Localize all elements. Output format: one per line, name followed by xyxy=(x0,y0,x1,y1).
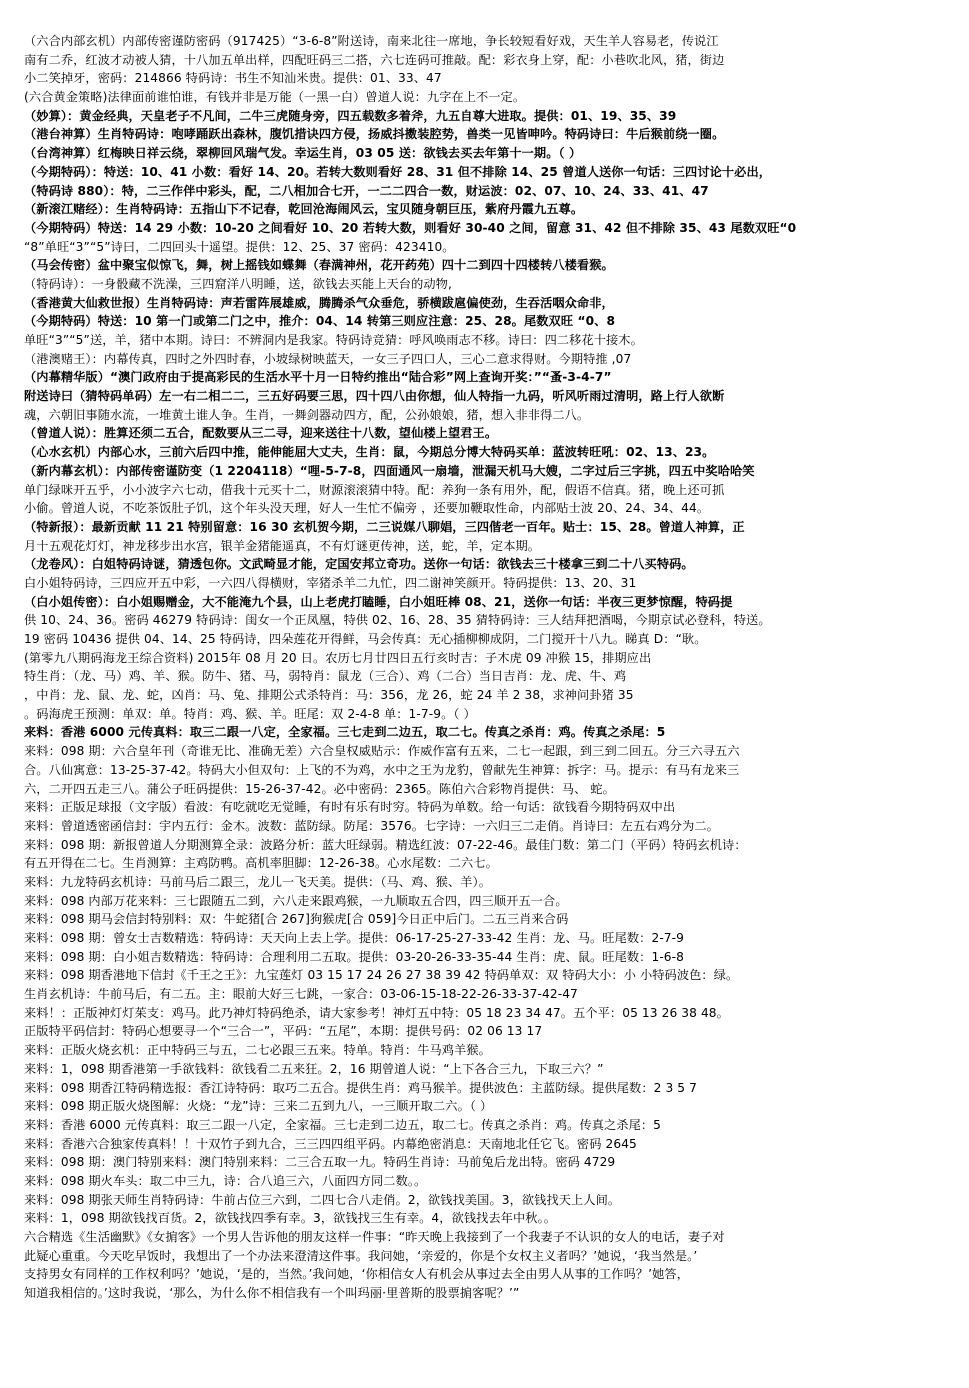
text-line: (第零九八期码海龙王综合资料) 2015年 08 月 20 日。农历七月廿四日五行亥时吉：子木虎 09 冲猴 15，排期应出 xyxy=(24,650,652,665)
text-line: 有五开得在二七。生肖测算：主鸡防鸭。高机率胆脚：12-26-38。心水尾数：二六七。 xyxy=(24,856,498,871)
text-line: 来料：098 期马会信封特别料：双：牛蛇猪[合 267]狗猴虎[合 059]今日正中后门。二五三肖来合码 xyxy=(24,912,569,927)
text-line: （台湾神算）红梅映日祥云绕，翠柳回风瑞气发。幸运生肖，03 05 送：欲钱去买去年第十一期。（ ） xyxy=(24,146,582,161)
text-line: ，中肖：龙、鼠、龙、蛇，凶肖：马、兔、排期公式杀特肖：马：356，龙 26，蛇 24 羊 2 38，求神问卦猪 35 xyxy=(24,688,634,703)
text-line: (六合黄金策略)法律面前谁怕谁，有钱并非是万能（一黑一白）曾道人说：九字在上不一定。 xyxy=(24,90,526,105)
text-line: （特码诗 880）：特，二三作伴中彩头，配，二八相加合七开，一二二四合一数，财运波：02、07、10、24、33、41、47 xyxy=(24,183,709,198)
text-line: 六，二开四五走三八。蒲公子旺码提供：15-26-37-42。必中密码：2365。陈伯六合彩物肖提供：马、 蛇。 xyxy=(24,781,615,796)
text-line: 小偷。曾道人说，不吃茶饭肚子饥，这个年头没天理，好人一生忙不偏旁 ，还要加鞭取性命，内部贴士波 20、24、34、44。 xyxy=(24,501,710,516)
text-line: 来料：098 期：澳门特别来料：澳门特别来料：二三合五取一九。特码生肖诗：马前兔后龙出特。密码 4729 xyxy=(24,1155,616,1170)
text-line: 来料：1，098 期欲钱找百货。2，欲钱找四季有幸。3，欲钱找三生有幸。4，欲钱找去年中秋。。 xyxy=(24,1211,557,1226)
text-line: 来料：曾道透密函信封：宇内五行：金木。波数：蓝防绿。防尾：3576。七字诗：一六归三二走俏。肖诗曰：左五右鸡分为二。 xyxy=(24,818,719,833)
text-line: （心水玄机）内部心水，三前六后四中推，能伸能屈大丈夫，生肖：鼠，今期总分博大特码买单：蓝波转旺吼：02、13、23。 xyxy=(24,445,715,460)
text-line: 白小姐特码诗，三四应开五中彩，一六四八得横财，宰猪杀羊二九忙，四二谢神笑颜开。特码提供：13、20、31 xyxy=(24,575,637,590)
text-line: 来料：香港六合独家传真料！！十双竹子到九合，三三四四组平码。内幕绝密消息：天南地北任它飞。密码 2645 xyxy=(24,1136,637,1151)
text-line: （港澳赌王）：内幕传真，四时之外四时春，小坡绿树映蓝天，一女三子四口人，三心二意求得财。今期特推 ,07 xyxy=(24,351,632,366)
text-line: 支持男女有同样的工作权利吗？’她说，‘是的，当然。’我问她，‘你相信女人有机会从事过去全由男人从事的工作吗？’她答， xyxy=(24,1267,690,1282)
text-line: （今期特码）特送：10 第一门或第二门之中，推介：04、14 转第三则应注意：25、28。尾数双旺 “0、8 xyxy=(24,314,616,329)
text-line: 单门绿咪开五乎，小小波字六七动，借我十元买十二，财源滚滚猜中特。配：养狗一条有用外，配，假语不信真。猪，晚上还可抓 xyxy=(24,482,725,497)
text-line: 正版特平码信封：特码心想要寻一个“三合一”，平码：“五尾”，本期：提供号码：02 06 13 17 xyxy=(24,1024,543,1039)
text-line: （曾道人说）：胜算还须二五合，配数要从三二寻，迎来送往十八数，望仙楼上望君王。 xyxy=(24,426,498,441)
text-line: 来料：098 期：曾女士吉数精选：特码诗：天天向上去上学。提供：06-17-25-27-33-42 生肖：龙、马。旺尾数：2-7-9 xyxy=(24,931,685,945)
text-line: （妙算）：黄金经典，天皇老子不凡间，二牛三虎随身旁，四五载数多着斧，九五自尊大进取。提供：01、19、35、39 xyxy=(24,108,677,123)
text-line: 来料：九龙特码玄机诗：马前马后二跟三，龙儿一飞天美。提供：（马、鸡、猴、羊）。 xyxy=(24,874,492,889)
text-line: 来料：098 内部万花来料：三七跟随五二到，六八走来跟鸡猴，一九顺取五合四，四三顺开五一合。 xyxy=(24,893,568,908)
text-line: （特码诗）：一身骰藏不洗澡，三四窟洋八明睡，送，欲钱去买能上天台的动物, xyxy=(24,276,452,291)
text-line: 特生肖：（龙、马）鸡、羊、猴。防牛、猪、马，弱特肖：鼠龙（三合）、鸡（二合）当日吉肖：龙、虎、牛、鸡 xyxy=(24,669,627,684)
text-line: 来料：098 期：六合皇年刊（奇谁无比、准确无差）六合皇权威贴示：作威作富有五来，二七一起跟，到三到二回五。分三六寻五六 xyxy=(24,744,740,759)
text-line: 南有二乔，红波才动被人猜，十八加五单出样，四配旺码三二搭，六七连码可推敲。配：彩衣身上穿，配：小巷吹北风，猪，街边 xyxy=(24,52,725,67)
text-line: （今期特码）特送：14 29 小数：10-20 之间看好 10、20 若转大数，则看好 30-40 之间，留意 31、42 但不排除 35、43 尾数双旺“0 xyxy=(24,220,797,235)
text-line: （新内幕玄机）：内部传密谨防变（1 2204118）“哩-5-7-8，四面通风一扇墙，泄漏天机马大嫂，二字过后三字挑，四五中奖哈哈笑 xyxy=(24,463,755,478)
text-line: 知道我相信的。’这时我说，‘那么，为什么你不相信我有一个叫玛丽·里普斯的股票掮客呢？’” xyxy=(24,1286,520,1301)
text-line: 来料：1，098 期香港第一手欲钱料：欲钱看二五来狂。2，16 期曾道人说：“上下各合三九，下取三六？” xyxy=(24,1061,604,1076)
text-line: 来料：正版火烧玄机：正中特码三与五，二七必跟三五来。特单。特肖：牛马鸡羊猴。 xyxy=(24,1043,491,1058)
text-line: （六合内部玄机）内部传密谨防密码（917425）“3-6-8”附送诗，南来北往一席地，争长较短看好戏，天生羊人容易老，传说江 xyxy=(24,34,719,48)
text-line: 来料！：正版神灯灯茱支：鸡马。此乃神灯特码绝杀，请大家参考！神灯五中特：05 18 23 34 47。五个平：05 13 26 38 48。 xyxy=(24,1005,729,1020)
text-line: 来料：098 期火车头：取二中三九，诗：合八追三六，八面四方同二数。。 xyxy=(24,1173,427,1188)
text-line: 来料：098 期正版火烧图解：火烧：“龙”诗：三来二五到九八，一三顺开取二六。（ ） xyxy=(24,1099,493,1114)
text-line: “8”单旺“3”“5”诗曰，二四回头十遥望。提供：12、25、37 密码：423410。 xyxy=(24,239,455,254)
text-line: （今期特码）：特送：10、41 小数：看好 14、20。若转大数则看好 28、31 但不排除 14、25 曾道人送你一句话：三四讨论十必出， xyxy=(24,164,772,179)
text-line: （马会传密）盆中聚宝似惊飞，舞，树上摇钱如蝶舞（春满神州，花开药苑）四十二到四十四楼转八楼看猴。 xyxy=(24,258,614,273)
text-line: 来料：正版足球报（文字版）看波：有吃就吃无觉睡，有时有乐有时穷。特码为单数。给一句话：欲钱看今期特码双中出 xyxy=(24,800,676,815)
text-line: 此疑心重重。今天吃早饭时，我想出了一个办法来澄清这件事。我问她，‘亲爱的，你是个女权主义者吗？’她说，‘我当然是。’ xyxy=(24,1248,698,1263)
text-line: 。码海虎王预测：单双：单。特肖：鸡、猴、羊。旺尾：双 2-4-8 单：1-7-9。（ ） xyxy=(24,706,476,721)
text-line: 来料：098 期：白小姐吉数精选：特码诗：合理利用二五取。提供：03-20-26-33-35-44 生肖：虎、鼠。旺尾数：1-6-8 xyxy=(24,949,685,964)
text-line: 来料：098 期：新报曾道人分期测算全录：波路分析：蓝大旺绿弱。精选红波：07-22-46。最佳门数：第二门（平码）特码玄机诗： xyxy=(24,837,747,852)
text-line: 来料：098 期香港地下信封《千王之王》：九宝莲灯 03 15 17 24 26 27 38 39 42 特码单双：双 特码大小：小 小特码波色：绿。 xyxy=(24,968,739,983)
text-line: 合。八仙寓意：13-25-37-42。特码大小但双句：上飞的不为鸡，水中之王为龙豹，曾献先生神算：拆字：马。提示：有马有龙来三 xyxy=(24,762,740,777)
text-line: 单旺“3”“5”送，羊，猪中本期。诗曰：不辨洞内是我家。特码诗竞猜：呼风唤雨志不移。诗曰：四二移花十接木。 xyxy=(24,333,643,347)
text-line: 附送诗曰（猜特码单码）左一右二相二二，三五好码要三思，四十四八由你想，仙人特指一九码，听风听雨过清明，路上行人欲断 xyxy=(24,389,725,404)
text-line: （白小姐传密）：白小姐赐赠金，大不能淹九个县，山上老虎打瞌睡，白小姐旺棒 08、21，送你一句话：半夜三更梦惊醒，特码提 xyxy=(24,594,733,609)
text-line: （特新报）：最新贡献 11 21 特别留意：16 30 玄机贺今期，二三说媒八聊娼，三四偕老一百年。贴士：15、28。曾道人神算，正 xyxy=(24,519,745,534)
text-line: 来料：098 期张天师生肖特码诗：牛前占位三六到，二四七合八走俏。2，欲钱找美国。3，欲钱找天上人间。 xyxy=(24,1192,621,1207)
text-line: （香港黄大仙救世报）生肖特码诗：声若雷阵展雄威，腾腾杀气众垂危，骄横跋扈偏使劲，生吞活咽众命非， xyxy=(24,295,614,310)
text-line: （内幕精华版）“澳门政府由于提高彩民的生活水平十月一日特约推出“陆合彩”网上查询开奖：”“蚤-3-4-7” xyxy=(24,370,612,385)
text-line: 六合精选《生活幽默》《女掮客》一个男人告诉他的朋友这样一件事：“昨天晚上我接到了一个我妻子不认识的女人的电话，妻子对 xyxy=(24,1230,725,1244)
text-line: 供 10、24、36。密码 46279 特码诗：闺女一个正凤凰，特供 02、16、28、35 猜特码诗：三人结拜把酒喝，今期京试必登科，特送。 xyxy=(24,613,771,628)
text-line: 魂，六朝旧事随水流，一堆黄土谁人争。生肖，一舞剑器动四方，配，公孙娘娘，猪，想入非非得二八。 xyxy=(24,407,590,422)
text-line: 19 密码 10436 提供 04、14、25 特码诗，四朵莲花开得鲜，马会传真：无心插柳柳成阴，二门搅开十八九。睇真 D：“耿。 xyxy=(24,632,707,646)
text-line: （港台神算）生肖特码诗：咆哮踊跃出森林，腹饥措诀四方侵，扬威抖擞装腔势，兽类一见皆呻吟。特码诗曰：牛后猴前绕一圈。 xyxy=(24,127,725,142)
text-line: 来料：香港 6000 元传真料：取三二跟一八定，全家福。三七走到二边五，取二七。传真之杀肖：鸡。传真之杀尾：5 xyxy=(24,725,666,740)
text-line: 月十五观花灯灯，神龙移步出水宫，银羊金猪能遥真，不有灯谜更传神，送，蛇，羊，定本期。 xyxy=(24,538,541,553)
text-line: 来料：香港 6000 元传真料：取三二跟一八定，全家福。三七走到二边五，取二七。传真之杀肖：鸡。传真之杀尾：5 xyxy=(24,1117,662,1132)
text-line: （龙卷风）：白姐特码诗谜，猜透包你。文武畸显才能，定国安邦立奇功。送你一句话：欲钱去三十楼拿三到二十八买特码。 xyxy=(24,557,694,572)
text-line: 小二笑掉牙，密码：214866 特码诗：书生不知汕米贵。提供：01、33、47 xyxy=(24,71,442,86)
text-line: （新滚江赌经）：生肖特码诗：五指山下不记春，乾回沧海闹风云，宝贝随身朝巨压，紫府丹霞九五尊。 xyxy=(24,202,584,217)
text-line: 生肖玄机诗：牛前马后，有二五。主：眼前大好三七跳，一家合：03-06-15-18-22-26-33-37-42-47 xyxy=(24,987,578,1002)
text-line: 来料：098 期香江特码精选报：香江诗特码：取巧二五合。提供生肖：鸡马猴羊。提供波色：主蓝防绿。提供尾数：2 3 5 7 xyxy=(24,1080,697,1095)
